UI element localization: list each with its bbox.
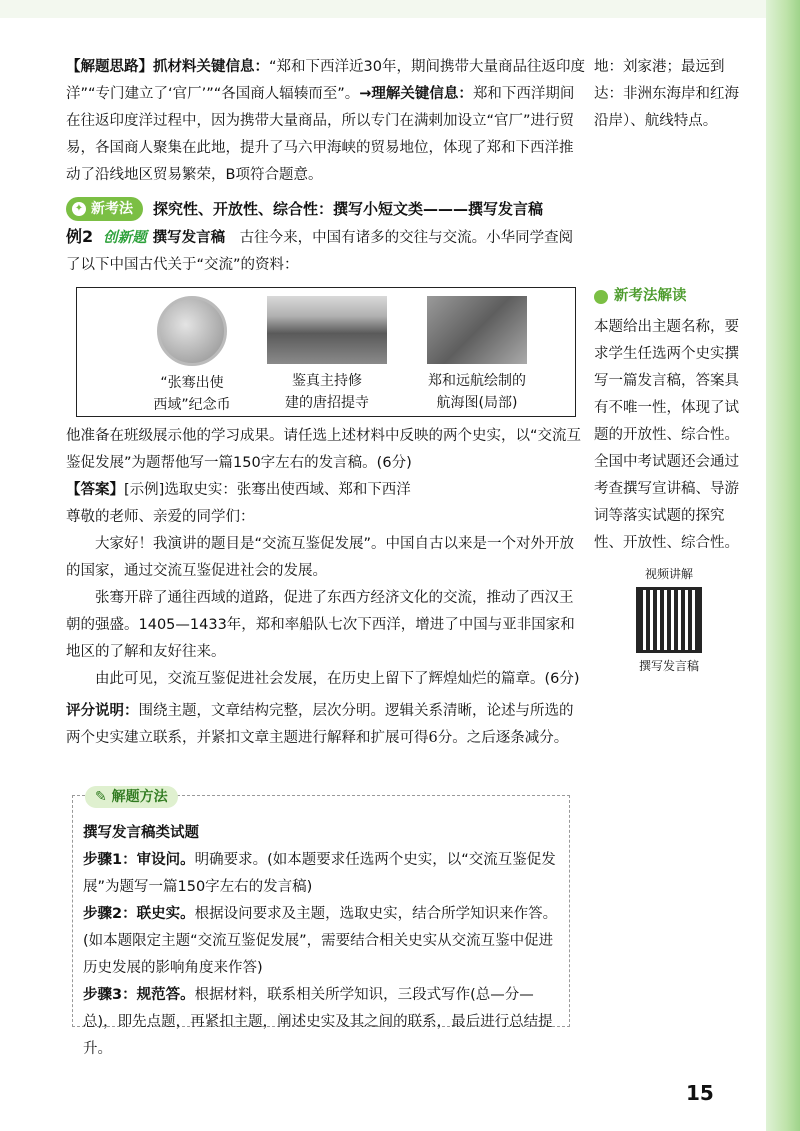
- side-heading-label: 新考法解读: [614, 288, 687, 304]
- side-top-text: 地：刘家港；最远到达：非洲东海岸和红海沿岸）、航线特点。: [594, 59, 739, 129]
- top-margin: [0, 0, 800, 18]
- figure-caption: 郑和远航绘制的: [428, 373, 526, 389]
- new-method-tag-label: 新考法: [91, 201, 133, 217]
- analysis-arrow: →理解关键信息：: [359, 86, 473, 102]
- example-question: 他准备在班级展示他的学习成果。请任选上述材料中反映的两个史实，以“交流互鉴促发展”为题帮他写一篇150字左右的发言稿。(6分): [66, 428, 582, 471]
- figure-caption: “张骞出使: [160, 375, 224, 391]
- temple-image: [267, 296, 387, 364]
- example-label: 例2: [66, 227, 94, 246]
- innovation-badge: 创新题: [103, 230, 147, 246]
- step-text: 根据材料，联系相关所学知识，三段式写作(总—分—总)，即先点题，再紧扣主题，阐述史实及其之间的联系，最后进行总结提升。: [83, 987, 553, 1057]
- example-intro-text: 古往今来，中国有诸多的交往与交流。小华同学查阅了以下中国古代关于“交流”的资料：: [66, 230, 574, 273]
- method-step-1: [83, 847, 561, 901]
- figure-temple: [257, 296, 397, 414]
- page-number: 15: [686, 1081, 714, 1105]
- analysis-label: 【解题思路】: [66, 59, 153, 75]
- method-box: [72, 789, 570, 1057]
- step-text: 根据设问要求及主题，选取史实，结合所学知识来作答。(如本题限定主题“交流互鉴促发展”，需要结合相关史实从交流互鉴中促进历史发展的影响角度来作答): [83, 906, 558, 976]
- step-label: 步骤3：规范答。: [83, 987, 195, 1003]
- figure-caption: 航海图(局部): [436, 395, 518, 411]
- example-type: 撰写发言稿: [152, 230, 226, 246]
- answer-paragraph-2: 张骞开辟了通往西域的道路，促进了东西方经济文化的交流，推动了西汉王朝的强盛。1405—1433年，郑和率船队七次下西洋，增进了中国与亚非国家和地区的了解和友好往来。: [66, 590, 575, 660]
- figure-caption: 鉴真主持修: [292, 373, 362, 389]
- method-step-3: [83, 982, 561, 1063]
- analysis-body: 郑和下西洋期间在往返印度洋过程中，因为携带大量商品，所以专门在满剌加设立“官厂”进行贸易，各国商人聚集在此地，提升了马六甲海峡的贸易地位，体现了郑和下西洋推动了沿线地区贸易繁荣，B项符合题意。: [66, 86, 575, 183]
- figure-caption: 西域”纪念币: [153, 397, 231, 413]
- side-text: 本题给出主题名称，要求学生任选两个史实撰写一篇发言稿，答案具有不唯一性，体现了试题的开放性、综合性。全国中考试题还会通过考查撰写宣讲稿、导游词等落实试题的探究性、开放性、综合性。: [594, 319, 739, 551]
- figure-map: [407, 296, 547, 414]
- main-column: [66, 54, 586, 752]
- method-tag: ✎ 解题方法: [85, 786, 178, 808]
- ribbon-title: 探究性、开放性、综合性：撰写小短文类———撰写发言稿: [153, 199, 544, 218]
- lightbulb-icon: ✦: [72, 202, 86, 216]
- figure-caption: 建的唐招提寺: [285, 395, 369, 411]
- answer-head-text: [示例]选取史实：张骞出使西域、郑和下西洋: [124, 482, 411, 498]
- page-edge-tab: [766, 0, 800, 1131]
- qr-bottom-label: 撰写发言稿: [638, 659, 699, 673]
- qr-top-label: 视频讲解: [644, 567, 693, 581]
- answer-head: [66, 477, 586, 504]
- scoring-text: 围绕主题，文章结构完整，层次分明。逻辑关系清晰，论述与所选的两个史实建立联系，并紧扣文章主题进行解释和扩展可得6分。之后逐条减分。: [66, 703, 574, 746]
- new-method-tag: [66, 197, 143, 221]
- qr-code-icon[interactable]: [636, 587, 702, 653]
- method-step-2: [83, 901, 561, 982]
- figure-coin: [137, 296, 247, 416]
- analysis-quote: “郑和下西洋近30年，期间携带大量商品往返印度洋”“专门建立了‘官厂’”“各国商人辐辏而至”。: [66, 59, 585, 102]
- coin-image: [157, 296, 227, 366]
- side-column: [594, 54, 744, 675]
- step-label: 步骤1：审设问。: [83, 852, 195, 868]
- scoring-note: [66, 697, 586, 752]
- answer-label: 【答案】: [66, 482, 124, 498]
- scoring-label: 评分说明：: [66, 702, 139, 719]
- analysis-lead: 抓材料关键信息：: [153, 59, 269, 75]
- materials-box: [76, 287, 576, 417]
- answer-paragraph-3: 由此可见，交流互鉴促进社会发展，在历史上留下了辉煌灿烂的篇章。(6分): [95, 671, 580, 687]
- side-heading: [594, 283, 744, 310]
- method-title: 撰写发言稿类试题: [83, 825, 199, 841]
- analysis-paragraph: [66, 54, 586, 189]
- answer-paragraph-1: 大家好！我演讲的题目是“交流互鉴促发展”。中国自古以来是一个对外开放的国家，通过交流互鉴促进社会的发展。: [66, 536, 575, 579]
- step-text: 明确要求。(如本题要求任选两个史实，以“交流互鉴促发展”为题写一篇150字左右的发言稿): [83, 852, 556, 895]
- step-label: 步骤2：联史实。: [83, 906, 195, 922]
- answer-greeting: 尊敬的老师、亲爱的同学们：: [66, 509, 255, 525]
- example-intro: [66, 223, 586, 279]
- lightbulb-icon: [594, 290, 608, 304]
- map-image: [427, 296, 527, 364]
- method-tag-label: 解题方法: [111, 789, 168, 805]
- new-method-ribbon: [66, 195, 586, 223]
